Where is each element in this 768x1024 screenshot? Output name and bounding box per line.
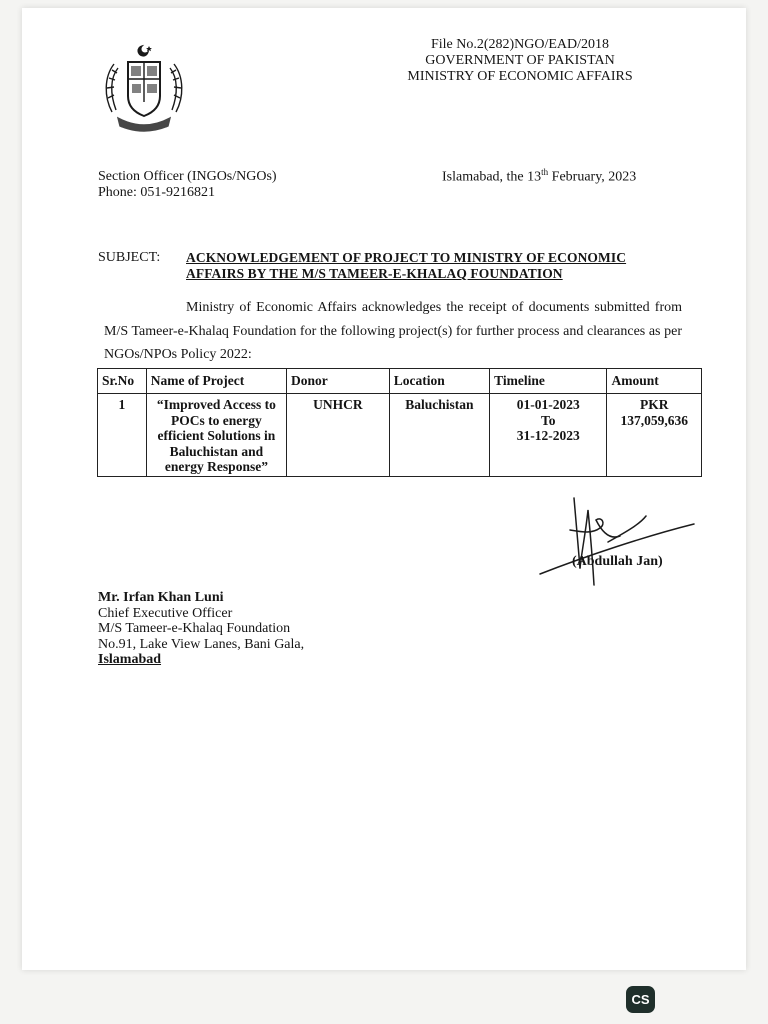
cell-project-name: “Improved Access to POCs to energy efficient Solutions in Baluchistan and energy Response” <box>146 394 286 477</box>
amount-value: 137,059,636 <box>620 412 688 428</box>
dateline-date: February, 2023 <box>548 169 637 185</box>
projects-table <box>97 368 702 477</box>
timeline-to: 31-12-2023 <box>516 428 580 443</box>
camscanner-badge-icon: CS <box>626 986 655 1013</box>
sender-block <box>98 169 277 201</box>
ministry-name: MINISTRY OF ECONOMIC AFFAIRS <box>407 69 633 84</box>
cell-amount <box>607 394 702 477</box>
signer-name: (Abdullah Jan) <box>572 554 663 569</box>
header-timeline: Timeline <box>490 369 607 394</box>
signature-icon <box>536 490 706 590</box>
dateline-ordinal: th <box>541 167 549 177</box>
recipient-block <box>98 590 304 668</box>
cell-location: Baluchistan <box>389 394 489 477</box>
recipient-name: Mr. Irfan Khan Luni <box>98 590 224 605</box>
letter-header <box>380 37 660 85</box>
subject-label: SUBJECT: <box>98 250 161 265</box>
file-number: File No.2(282)NGO/EAD/2018 <box>430 37 610 52</box>
sender-phone: Phone: 051-9216821 <box>98 185 216 200</box>
timeline-from: 01-01-2023 <box>516 397 580 412</box>
subject-text: ACKNOWLEDGEMENT OF PROJECT TO MINISTRY OF ECONOMIC AFFAIRS BY THE M/S TAMEER-E-KHALAQ FOUNDATION <box>186 250 627 281</box>
body-text: Ministry of Economic Affairs acknowledges the receipt of documents submitted from M/S Tameer-e-Khalaq Foundation for the following project(s) for further process and clearances as per NGOs/NPOs Policy 2022: <box>104 300 682 362</box>
timeline-to-word: To <box>541 412 556 428</box>
table-header-row <box>98 369 702 394</box>
amount-currency: PKR <box>639 397 669 412</box>
document-page <box>22 8 746 970</box>
header-location: Location <box>389 369 489 394</box>
table-row <box>98 394 702 477</box>
recipient-city: Islamabad <box>98 652 162 667</box>
state-emblem-icon <box>102 42 186 134</box>
header-donor: Donor <box>287 369 390 394</box>
recipient-address: No.91, Lake View Lanes, Bani Gala, <box>98 636 305 652</box>
recipient-organization: M/S Tameer-e-Khalaq Foundation <box>98 621 291 636</box>
header-amount: Amount <box>607 369 702 394</box>
government-name: GOVERNMENT OF PAKISTAN <box>425 53 615 68</box>
cell-sr-no: 1 <box>98 394 147 477</box>
dateline <box>442 167 636 186</box>
cell-timeline <box>490 394 607 477</box>
header-project-name: Name of Project <box>146 369 286 394</box>
body-paragraph <box>104 296 682 367</box>
dateline-place: Islamabad, the 13 <box>442 169 542 185</box>
recipient-title: Chief Executive Officer <box>98 605 233 621</box>
header-sr-no: Sr.No <box>98 369 147 394</box>
cell-donor: UNHCR <box>287 394 390 477</box>
sender-office: Section Officer (INGOs/NGOs) <box>98 169 277 184</box>
